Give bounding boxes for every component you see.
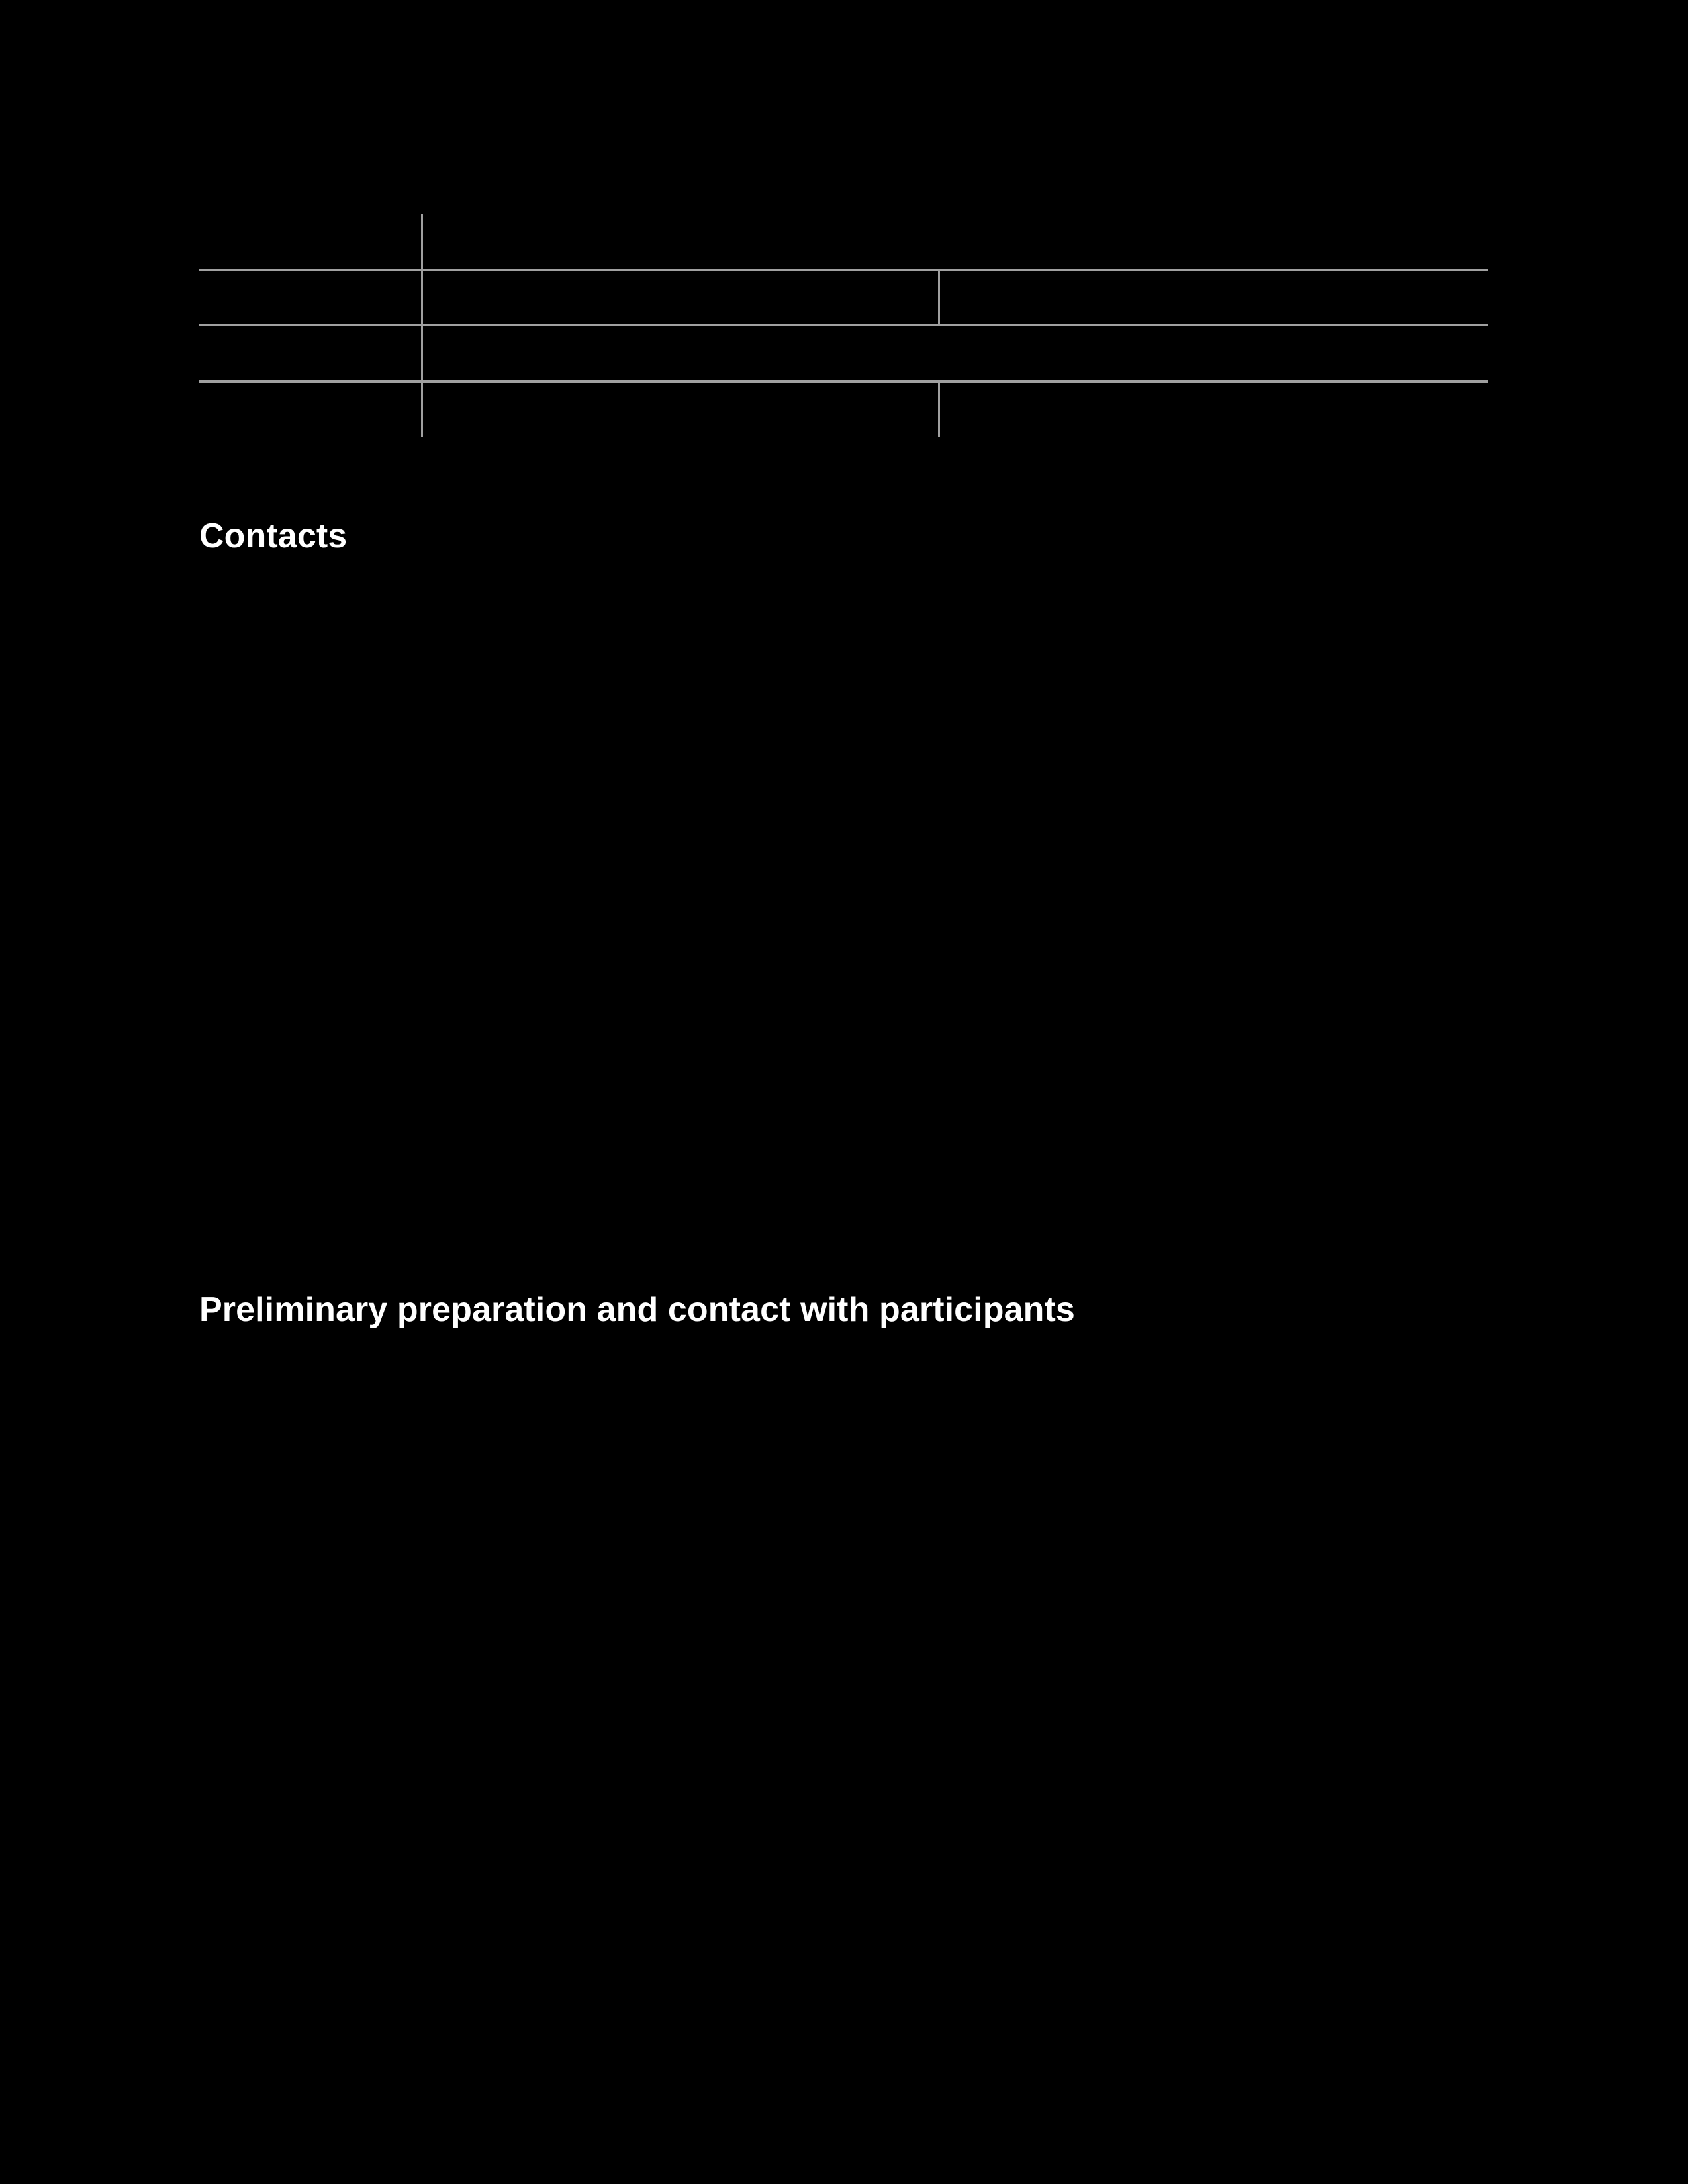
table-cell-r3c0 <box>199 383 421 437</box>
table-cell-r2c1-merged <box>423 326 1488 380</box>
document-table <box>199 214 1488 437</box>
table-cell-r0c2 <box>940 214 1488 269</box>
table-cell-r1c2 <box>940 271 1488 324</box>
table-cell-r3c1 <box>423 383 938 437</box>
section-heading-contacts: Contacts <box>199 517 348 556</box>
table-cell-r0c1 <box>423 214 938 269</box>
table-cell-r1c0 <box>199 271 421 324</box>
table-cell-r2c0 <box>199 326 421 380</box>
section-heading-preliminary-preparation: Preliminary preparation and contact with participants <box>199 1291 1075 1330</box>
table-cell-r1c1 <box>423 271 938 324</box>
table-cell-r3c2 <box>940 383 1488 437</box>
table-cell-r0c0 <box>199 214 421 269</box>
